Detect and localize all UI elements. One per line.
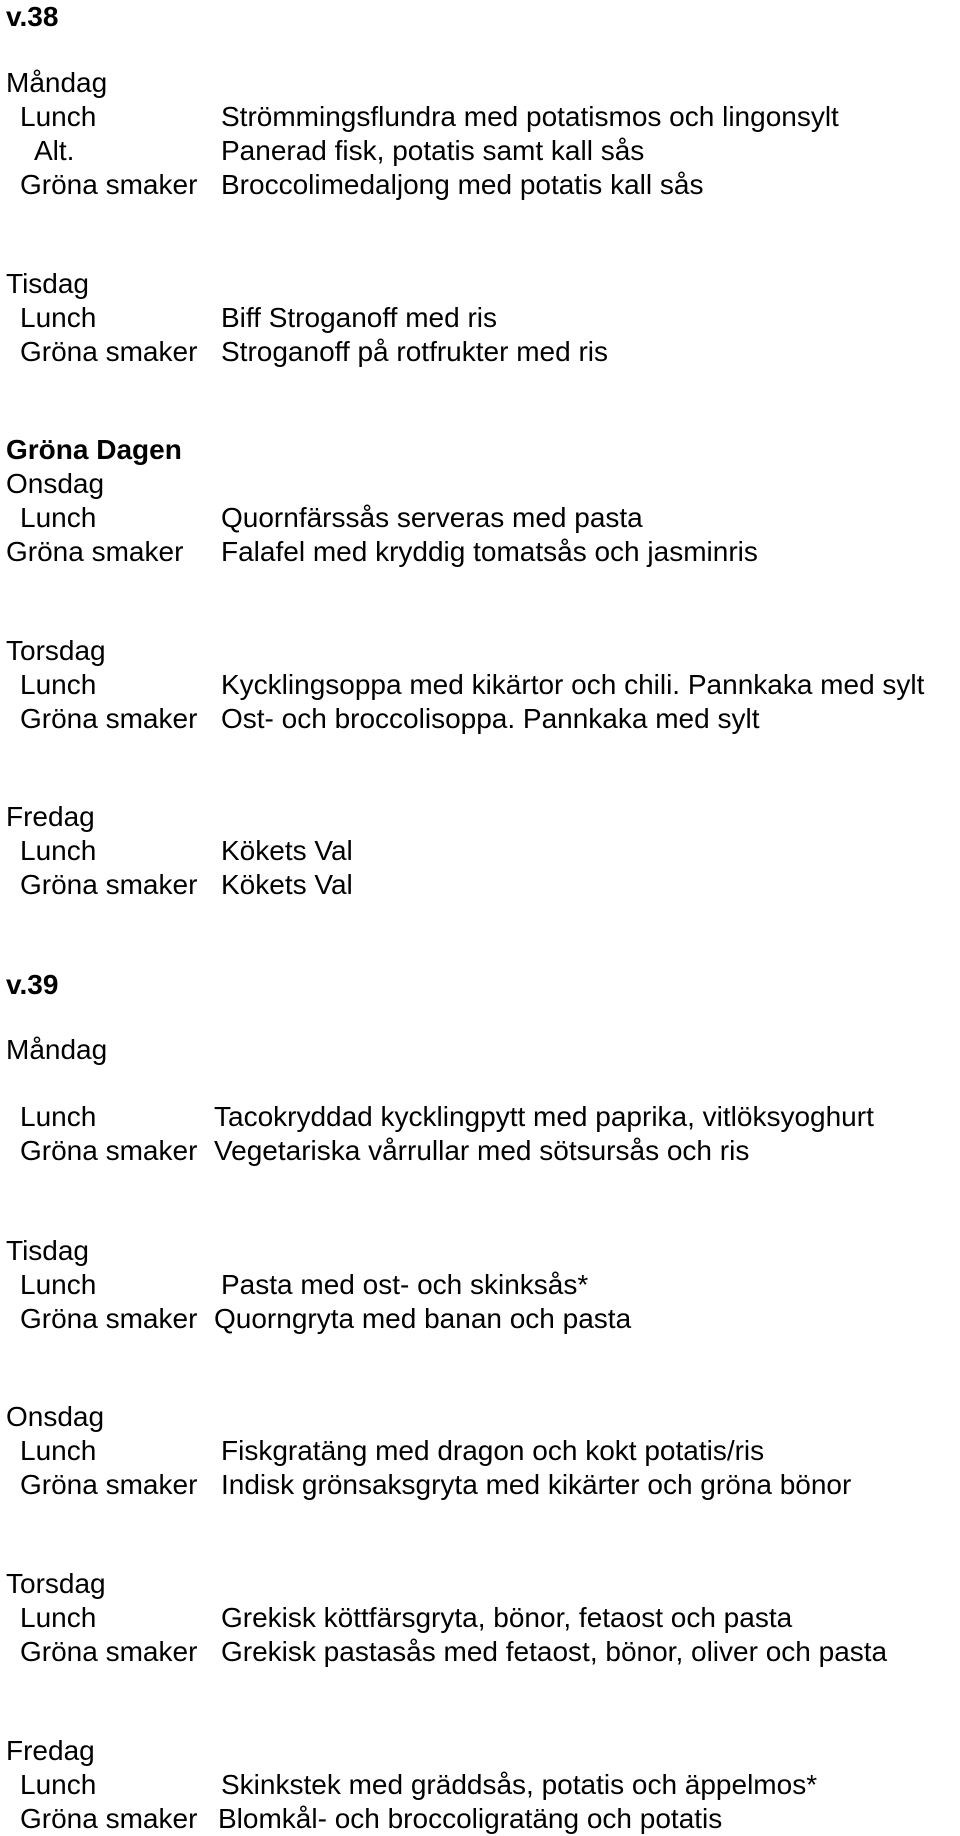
row-label: Lunch <box>20 1769 97 1800</box>
row-dish: Vegetariska vårrullar med sötsursås och ris <box>214 1135 750 1166</box>
row-dish: Kökets Val <box>221 835 353 866</box>
row-label: Lunch <box>20 101 97 132</box>
row-label: Lunch <box>20 302 97 333</box>
row-dish: Grekisk pastasås med fetaost, bönor, oliver och pasta <box>221 1636 888 1667</box>
row-label: Gröna smaker <box>20 169 198 200</box>
row-label: Gröna smaker <box>20 869 198 900</box>
row-dish: Broccolimedaljong med potatis kall sås <box>221 169 704 200</box>
row-label: Alt. <box>34 135 75 166</box>
row-label: Lunch <box>20 502 97 533</box>
row-label: Lunch <box>20 1602 97 1633</box>
row-dish: Fiskgratäng med dragon och kokt potatis/ris <box>221 1435 765 1466</box>
row-dish: Falafel med kryddig tomatsås och jasminris <box>221 536 758 567</box>
row-label: Gröna smaker <box>20 1303 198 1334</box>
row-label: Lunch <box>20 835 97 866</box>
row-dish: Kökets Val <box>221 869 353 900</box>
row-label: Lunch <box>20 669 97 700</box>
row-label: Gröna smaker <box>20 1636 198 1667</box>
row-label: Gröna smaker <box>20 1135 198 1166</box>
row-dish: Ost- och broccolisoppa. Pannkaka med sylt <box>221 703 760 734</box>
row-label: Lunch <box>20 1269 97 1300</box>
row-dish: Stroganoff på rotfrukter med ris <box>221 336 608 367</box>
row-dish: Grekisk köttfärsgryta, bönor, fetaost och pasta <box>221 1602 793 1633</box>
row-label: Gröna smaker <box>6 536 184 567</box>
row-label: Lunch <box>20 1101 97 1132</box>
row-dish: Strömmingsflundra med potatismos och lingonsylt <box>221 101 839 132</box>
row-label: Gröna smaker <box>20 703 198 734</box>
row-dish: Skinkstek med gräddsås, potatis och äppelmos* <box>221 1769 818 1800</box>
row-label: Gröna smaker <box>20 1803 198 1834</box>
row-label: Lunch <box>20 1435 97 1466</box>
row-dish: Quornfärssås serveras med pasta <box>221 502 643 533</box>
menu-document: v.38 Måndag Lunch Strömmingsflundra med potatismos och lingonsylt Alt. Panerad fisk, potatis samt kall sås Gröna smaker Broccolimedaljong med potatis kall sås Tisdag Lunch Biff Stroganoff med ris Gröna smaker Stroganoff på rotfrukter med ris Gröna Dagen Onsdag Lunch Quornfärssås serveras med pasta Gröna smaker Falafel med kryddig tomatsås och jasminris Torsdag Lunch Kycklingsoppa med kikärtor och chili. Pannkaka med sylt Gröna smaker Ost- och broccolisoppa. Pannkaka med sylt Fredag Lunch Kökets Val Gröna smaker Kökets Val v.39 Måndag Lunch Tacokryddad kycklingpytt med paprika, vitlöksyoghurt Gröna smaker Vegetariska vårrullar med sötsursås och ris Tisdag Lunch Pasta med ost- och skinksås* Gröna smaker Quorngryta med banan och pasta Onsdag Lunch Fiskgratäng med dragon och kokt potatis/ris Gröna smaker Indisk grönsaksgryta med kikärter och gröna bönor Torsdag Lunch Grekisk köttfärsgryta, bönor, fetaost och pasta Gröna smaker Grekisk pastasås med fetaost, bönor, oliver och pasta Fredag Lunch Skinkstek med gräddsås, potatis och äppelmos* Gröna smaker Blomkål- och broccoligratäng och potatis <box>6 1 925 1834</box>
row-label: Gröna smaker <box>20 336 198 367</box>
row-dish: Biff Stroganoff med ris <box>221 302 497 333</box>
row-dish: Panerad fisk, potatis samt kall sås <box>221 135 645 166</box>
row-dish: Kycklingsoppa med kikärtor och chili. Pannkaka med sylt <box>221 669 925 700</box>
row-dish: Blomkål- och broccoligratäng och potatis <box>218 1803 723 1834</box>
row-dish: Quorngryta med banan och pasta <box>214 1303 632 1334</box>
row-dish: Tacokryddad kycklingpytt med paprika, vitlöksyoghurt <box>214 1101 874 1132</box>
row-dish: Indisk grönsaksgryta med kikärter och gröna bönor <box>221 1469 852 1500</box>
row-dish: Pasta med ost- och skinksås* <box>221 1269 589 1300</box>
row-label: Gröna smaker <box>20 1469 198 1500</box>
